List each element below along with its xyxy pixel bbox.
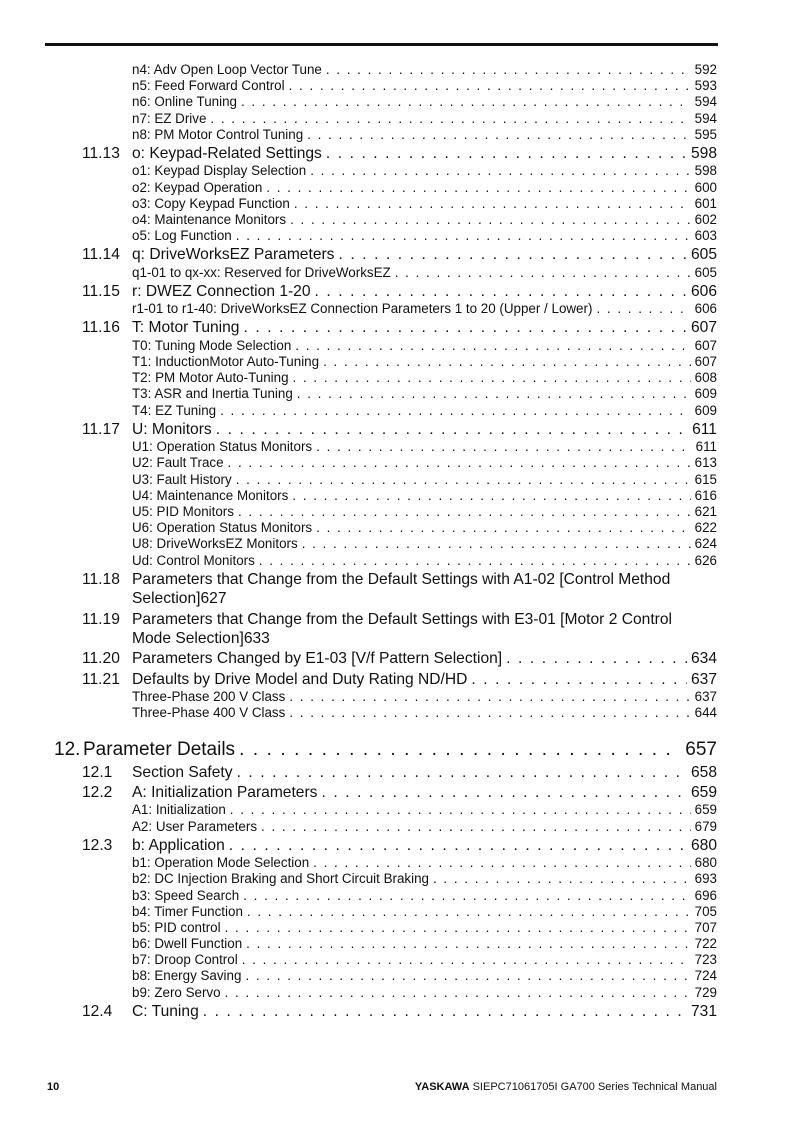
toc-entry-title: Three-Phase 200 V Class	[132, 689, 286, 705]
toc-subentry[interactable]	[0, 301, 793, 317]
toc-subentry[interactable]	[0, 952, 793, 968]
leader-dots	[316, 439, 692, 455]
toc-page-number: 605	[694, 264, 717, 280]
leader-dots	[395, 265, 691, 281]
section-number: 12.3	[82, 836, 113, 854]
toc-entry-title: b1: Operation Mode Selection	[132, 855, 310, 871]
leader-dots	[229, 836, 687, 855]
toc-page-number: 594	[694, 110, 717, 126]
toc-page-number: 611	[692, 420, 717, 438]
toc-entry-title: T4: EZ Tuning	[132, 402, 217, 418]
section-title: T: Motor Tuning	[132, 319, 240, 337]
toc-chapter-12[interactable]	[0, 738, 793, 762]
toc-page-number: 603	[694, 228, 717, 244]
toc-section-11-16[interactable]	[0, 318, 793, 337]
toc-entry-title: T3: ASR and Inertia Tuning	[132, 386, 293, 402]
section-number: 11.21	[82, 670, 120, 688]
toc-page-number: 607	[694, 354, 717, 370]
toc-page-number: 606	[690, 282, 717, 300]
toc-subentry[interactable]	[0, 936, 793, 952]
toc-page-number: 696	[694, 887, 717, 903]
toc-entry-title: b3: Speed Search	[132, 887, 240, 903]
leader-dots	[295, 338, 690, 354]
toc-page-number: 644	[694, 705, 717, 721]
section-number: 11.17	[82, 420, 120, 438]
leader-dots	[259, 553, 691, 569]
leader-dots	[433, 871, 691, 887]
toc-subentry[interactable]	[0, 920, 793, 936]
toc-entry-title: A1: Initialization	[132, 802, 226, 818]
footer-brand: YASKAWA	[414, 1081, 470, 1093]
toc-subentry[interactable]	[0, 520, 793, 536]
leader-dots	[292, 488, 690, 504]
section-title: Section Safety	[132, 763, 233, 781]
toc-page-number: 680	[694, 855, 717, 871]
toc-group	[0, 439, 793, 569]
toc-subentry[interactable]	[0, 802, 793, 818]
toc-section-11-14[interactable]	[0, 245, 793, 264]
toc-subentry[interactable]	[0, 62, 793, 78]
leader-dots	[471, 670, 687, 689]
toc-entry-title: b9: Zero Servo	[132, 984, 221, 1000]
toc-page-number: 634	[690, 650, 717, 668]
toc-page-number: 609	[694, 386, 717, 402]
toc-page-number: 637	[694, 689, 717, 705]
toc-page-number: 608	[694, 370, 717, 386]
toc-page-number: 658	[690, 763, 717, 781]
toc-page-number: 724	[694, 968, 717, 984]
toc-page-number: 659	[690, 783, 717, 801]
footer-page-number: 10	[47, 1081, 60, 1093]
toc-page-number: 611	[695, 439, 717, 455]
toc-entry-title: T1: InductionMotor Auto-Tuning	[132, 354, 320, 370]
toc-page-number: 595	[694, 126, 717, 142]
toc-group	[0, 802, 793, 834]
chapter-number: 12.	[54, 738, 81, 760]
leader-dots	[323, 354, 691, 370]
toc-subentry[interactable]	[0, 439, 793, 455]
leader-dots	[261, 819, 691, 835]
toc-page-number: 707	[694, 919, 717, 935]
toc-subentry[interactable]	[0, 536, 793, 552]
toc-subentry[interactable]	[0, 265, 793, 281]
toc-page-number: 598	[690, 144, 717, 162]
toc-entry-title: b6: Dwell Function	[132, 936, 243, 952]
toc-subentry[interactable]	[0, 904, 793, 920]
toc-page-number: 593	[694, 78, 717, 94]
leader-dots	[310, 163, 690, 179]
leader-dots	[245, 968, 690, 984]
section-number: 11.20	[82, 650, 120, 668]
toc-group	[0, 163, 793, 244]
section-title: b: Application	[132, 836, 225, 854]
toc-entry-title: o2: Keypad Operation	[132, 179, 263, 195]
leader-dots	[266, 180, 690, 196]
toc-entry-title: U8: DriveWorksEZ Monitors	[132, 536, 298, 552]
section-number: 11.19	[82, 610, 120, 628]
toc-subentry[interactable]	[0, 488, 793, 504]
section-title: o: Keypad-Related Settings	[132, 144, 322, 162]
toc-page-number: 627	[200, 590, 227, 608]
toc-subentry[interactable]	[0, 403, 793, 419]
toc-page-number: 633	[243, 629, 270, 647]
toc-entry-title: r1-01 to r1-40: DriveWorksEZ Connection Parameters 1 to 20 (Upper / Lower)	[132, 301, 593, 317]
toc-subentry[interactable]	[0, 888, 793, 904]
toc-page-number: 723	[694, 952, 717, 968]
section-number: 11.18	[82, 570, 120, 588]
leader-dots	[338, 245, 686, 264]
toc-subentry[interactable]	[0, 212, 793, 228]
toc-section-11-19[interactable]	[0, 610, 793, 649]
section-title-line-2: Mode Selection]	[132, 629, 244, 647]
leader-dots	[203, 1002, 687, 1021]
leader-dots	[210, 111, 690, 127]
toc-subentry[interactable]	[0, 127, 793, 143]
toc-entry-title: o5: Log Function	[132, 228, 232, 244]
toc-entry-title: o3: Copy Keypad Function	[132, 195, 290, 211]
header-rule	[45, 43, 718, 46]
toc-page-number: 705	[694, 903, 717, 919]
section-title: Parameters Changed by E1-03 [V/f Pattern Selection]	[132, 650, 503, 668]
table-of-contents	[0, 62, 793, 1021]
leader-dots	[313, 855, 690, 871]
toc-subentry[interactable]	[0, 228, 793, 244]
toc-entry-title: q1-01 to qx-xx: Reserved for DriveWorksEZ	[132, 264, 391, 280]
toc-page-number: 621	[694, 503, 717, 519]
footer-document-title	[415, 1081, 717, 1093]
toc-page-number: 600	[694, 179, 717, 195]
toc-section-12-3[interactable]	[0, 836, 793, 855]
section-title-line-1: Parameters that Change from the Default Settings with A1-02 [Control Method	[132, 570, 671, 588]
section-number: 12.2	[82, 783, 113, 801]
toc-entry-title: U5: PID Monitors	[132, 503, 234, 519]
leader-dots	[289, 78, 691, 94]
section-title-line-2-row	[82, 589, 717, 608]
toc-entry-title: n6: Online Tuning	[132, 94, 237, 110]
leader-dots	[225, 985, 691, 1001]
toc-entry-title: o4: Maintenance Monitors	[132, 211, 287, 227]
toc-entry-title: T2: PM Motor Auto-Tuning	[132, 370, 289, 386]
leader-dots	[297, 386, 691, 402]
leader-dots	[294, 196, 691, 212]
toc-subentry[interactable]	[0, 94, 793, 110]
toc-page-number: 592	[694, 62, 717, 77]
toc-entry-title: U2: Fault Trace	[132, 455, 224, 471]
toc-section-11-17[interactable]	[0, 420, 793, 439]
toc-page-number: 659	[694, 802, 717, 818]
section-title-line-1: Parameters that Change from the Default Settings with E3-01 [Motor 2 Control	[132, 610, 672, 628]
toc-page-number: 622	[694, 520, 717, 536]
leader-dots	[246, 936, 691, 952]
chapter-title: Parameter Details	[83, 738, 236, 760]
toc-entry-title: n7: EZ Drive	[132, 110, 207, 126]
toc-page-number: 657	[685, 738, 717, 760]
toc-page-number: 602	[694, 211, 717, 227]
toc-group	[0, 62, 793, 143]
section-title: C: Tuning	[132, 1002, 199, 1020]
toc-page-number: 626	[694, 552, 717, 568]
toc-subentry[interactable]	[0, 553, 793, 569]
toc-subentry[interactable]	[0, 111, 793, 127]
section-title: q: DriveWorksEZ Parameters	[132, 246, 335, 264]
toc-entry-title: b8: Energy Saving	[132, 968, 242, 984]
leader-dots	[230, 802, 691, 818]
leader-dots	[326, 62, 691, 78]
toc-section-12-1[interactable]	[0, 763, 793, 782]
toc-subentry[interactable]	[0, 163, 793, 179]
section-title-line-2-row	[82, 629, 717, 648]
toc-entry-title: n5: Feed Forward Control	[132, 78, 285, 94]
section-number: 11.15	[82, 282, 120, 300]
toc-page-number: 594	[694, 94, 717, 110]
toc-section-11-20[interactable]	[0, 649, 793, 668]
toc-subentry[interactable]	[0, 180, 793, 196]
toc-subentry[interactable]	[0, 504, 793, 520]
toc-entry-title: U6: Operation Status Monitors	[132, 520, 313, 536]
leader-dots	[236, 228, 691, 244]
toc-entry-title: n8: PM Motor Control Tuning	[132, 126, 304, 142]
toc-page-number: 606	[694, 301, 717, 317]
toc-page-number: 605	[690, 246, 717, 264]
leader-dots	[302, 536, 691, 552]
section-number: 12.1	[82, 763, 113, 781]
leader-dots	[225, 920, 691, 936]
leader-dots	[289, 689, 690, 705]
toc-section-12-2[interactable]	[0, 783, 793, 802]
toc-subentry[interactable]	[0, 819, 793, 835]
toc-subentry[interactable]	[0, 196, 793, 212]
toc-entry-title: A2: User Parameters	[132, 818, 258, 834]
leader-dots	[237, 763, 687, 782]
leader-dots	[228, 455, 691, 471]
toc-entry-title: U4: Maintenance Monitors	[132, 487, 289, 503]
leader-dots	[316, 520, 691, 536]
leader-dots	[307, 127, 690, 143]
toc-page-number: 615	[694, 471, 717, 487]
toc-subentry[interactable]	[0, 386, 793, 402]
toc-group	[0, 338, 793, 419]
section-number: 11.16	[82, 319, 120, 337]
toc-entry-title: b2: DC Injection Braking and Short Circuit Braking	[132, 871, 429, 887]
toc-subentry[interactable]	[0, 455, 793, 471]
toc-group	[0, 855, 793, 1001]
toc-entry-title: Three-Phase 400 V Class	[132, 705, 286, 721]
toc-entry-title: b4: Timer Function	[132, 903, 243, 919]
toc-page-number: 624	[694, 536, 717, 552]
toc-page-number: 607	[694, 337, 717, 353]
toc-group	[0, 689, 793, 721]
toc-subentry[interactable]	[0, 985, 793, 1001]
section-number: 11.14	[82, 246, 120, 264]
toc-subentry[interactable]	[0, 338, 793, 354]
toc-page-number: 616	[694, 487, 717, 503]
toc-page-number: 729	[694, 984, 717, 1000]
toc-subentry[interactable]	[0, 78, 793, 94]
leader-dots	[236, 472, 691, 488]
section-title: Defaults by Drive Model and Duty Rating ND/HD	[132, 670, 468, 688]
section-title: A: Initialization Parameters	[132, 783, 318, 801]
leader-dots	[220, 403, 691, 419]
toc-page-number: 693	[694, 871, 717, 887]
section-title: r: DWEZ Connection 1-20	[132, 282, 311, 300]
toc-entry-title: n4: Adv Open Loop Vector Tune	[132, 62, 322, 77]
leader-dots	[238, 504, 691, 520]
leader-dots	[326, 144, 687, 163]
leader-dots	[241, 94, 691, 110]
toc-subentry[interactable]	[0, 354, 793, 370]
section-title-line-2: Selection]	[132, 590, 201, 608]
section-title: U: Monitors	[132, 420, 212, 438]
leader-dots	[242, 952, 691, 968]
toc-page-number: 601	[694, 195, 717, 211]
toc-subentry[interactable]	[0, 968, 793, 984]
leader-dots	[315, 282, 687, 301]
section-number: 11.13	[82, 144, 120, 162]
toc-page-number: 598	[694, 163, 717, 179]
leader-dots	[293, 370, 691, 386]
toc-section-12-4[interactable]	[0, 1002, 793, 1021]
toc-subentry[interactable]	[0, 855, 793, 871]
leader-dots	[321, 783, 686, 802]
leader-dots	[247, 904, 691, 920]
toc-page-number: 613	[694, 455, 717, 471]
leader-dots	[596, 301, 690, 317]
toc-page-number: 679	[694, 818, 717, 834]
toc-entry-title: o1: Keypad Display Selection	[132, 163, 307, 179]
toc-subentry[interactable]	[0, 871, 793, 887]
toc-subentry[interactable]	[0, 472, 793, 488]
toc-section-11-15[interactable]	[0, 282, 793, 301]
toc-subentry[interactable]	[0, 705, 793, 721]
toc-page-number: 637	[690, 670, 717, 688]
footer-doc-title: SIEPC71061705I GA700 Series Technical Manual	[472, 1081, 717, 1093]
toc-section-11-13[interactable]	[0, 144, 793, 163]
toc-entry-title: b5: PID control	[132, 919, 221, 935]
leader-dots	[239, 738, 681, 762]
leader-dots	[216, 420, 688, 439]
leader-dots	[289, 705, 690, 721]
section-number: 12.4	[82, 1002, 113, 1020]
toc-page-number: 609	[694, 402, 717, 418]
toc-entry-title: U3: Fault History	[132, 471, 232, 487]
leader-dots	[506, 649, 687, 668]
toc-subentry[interactable]	[0, 370, 793, 386]
toc-section-11-18[interactable]	[0, 570, 793, 609]
toc-page-number: 607	[690, 319, 717, 337]
toc-entry-title: T0: Tuning Mode Selection	[132, 337, 292, 353]
toc-subentry[interactable]	[0, 689, 793, 705]
toc-page-number: 680	[690, 836, 717, 854]
toc-page-number: 731	[690, 1002, 717, 1020]
leader-dots	[243, 888, 690, 904]
toc-page-number: 722	[694, 936, 717, 952]
toc-entry-title: U1: Operation Status Monitors	[132, 439, 313, 455]
toc-entry-title: Ud: Control Monitors	[132, 552, 255, 568]
leader-dots	[290, 212, 691, 228]
leader-dots	[243, 318, 686, 337]
toc-entry-title: b7: Droop Control	[132, 952, 238, 968]
toc-section-11-21[interactable]	[0, 670, 793, 689]
